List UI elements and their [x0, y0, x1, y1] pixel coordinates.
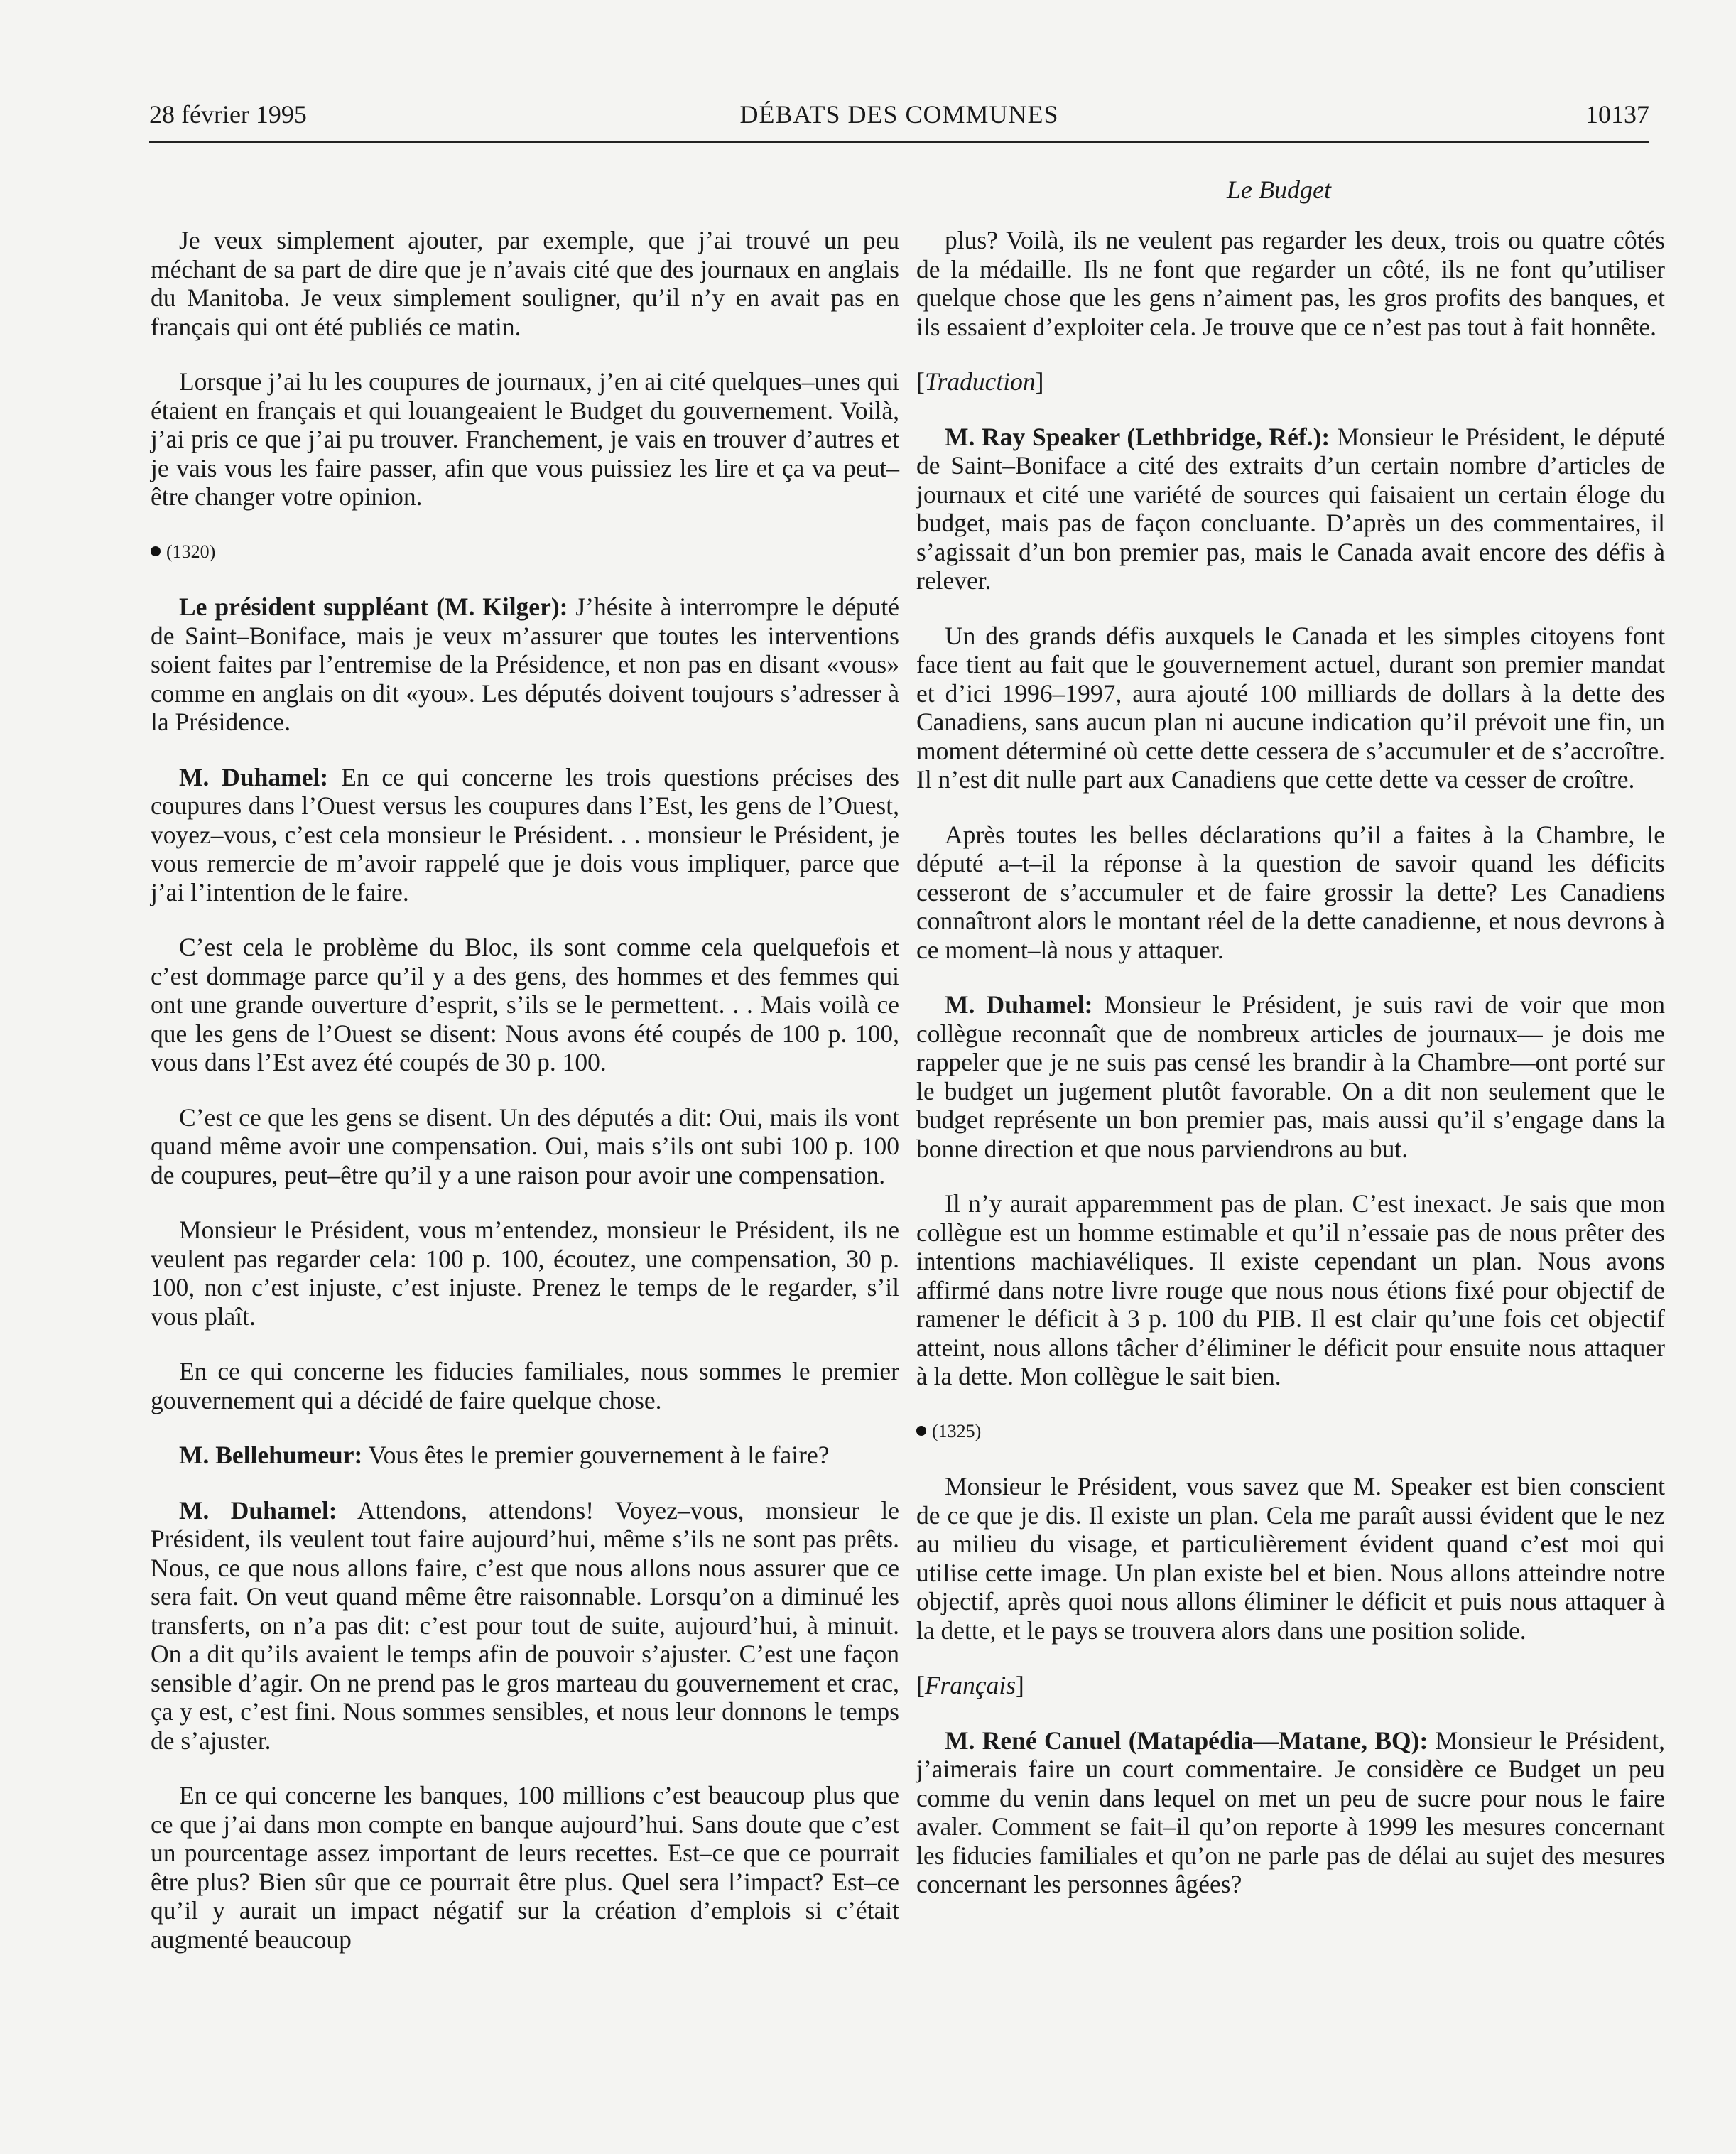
speech-paragraph	[151, 763, 899, 907]
language-note: [Français]	[916, 1671, 1024, 1699]
right-column	[916, 226, 1665, 1925]
paragraph: Après toutes les belles déclarations qu’il a faites à la Chambre, le député a–t–il la réponse à la question de savoir quand les déficits cesseront de s’accumuler et de faire grossir la dette? Les Canadiens connaîtront alors le montant réel de la dette canadienne, et nous devrons à ce moment–là nous y attaquer.	[916, 820, 1665, 964]
page-number: 10137	[1585, 100, 1649, 129]
paragraph: En ce qui concerne les fiducies familiales, nous sommes le premier gouvernement qui a décidé de faire quelque chose.	[151, 1357, 899, 1414]
paragraph: Monsieur le Président, vous savez que M. Speaker est bien conscient de ce que je dis. Il existe un plan. Cela me paraît aussi évident que le nez au milieu du visage, et particulièrement évident quand c’est moi qui utilise cette image. Un plan existe bel et bien. Nous allons atteindre notre objectif, après quoi nous allons éliminer le déficit et puis nous attaquer à la dette, et le pays se trouvera alors dans une position solide.	[916, 1472, 1665, 1645]
speech-paragraph	[916, 1726, 1665, 1899]
speech-paragraph	[916, 423, 1665, 595]
speaker-name: M. Duhamel:	[179, 1495, 337, 1525]
continued-paragraph: plus? Voilà, ils ne veulent pas regarder les deux, trois ou quatre côtés de la médaille. Ils ne font que regarder un côté, ils ne font qu’utiliser quelque chose que les gens n’aiment pas, les gros profits des banques, et ils essaient d’exploiter cela. Je trouve que ce n’est pas tout à fait honnête.	[916, 226, 1665, 341]
speaker-name: M. Bellehumeur:	[179, 1441, 363, 1469]
time-marker	[151, 538, 899, 567]
speaker-name: M. Ray Speaker (Lethbridge, Réf.):	[945, 422, 1330, 451]
left-column	[151, 226, 899, 1980]
time-marker	[916, 1417, 1665, 1446]
paragraph: Je veux simplement ajouter, par exemple, que j’ai trouvé un peu méchant de sa part de dire que je n’avais cité que des journaux en anglais du Manitoba. Je veux simplement souligner, qu’il n’y en avait pas en français qui ont été publiés ce matin.	[151, 226, 899, 341]
language-note-text: Traduction	[924, 367, 1036, 396]
speaker-name: M. Duhamel:	[179, 762, 329, 791]
speech-paragraph	[151, 1441, 899, 1470]
paragraph: Lorsque j’ai lu les coupures de journaux, j’en ai cité quelques–unes qui étaient en français et qui louangeaient le Budget du gouvernement. Voilà, j’ai pris ce que j’ai pu trouver. Franchement, je vais en trouver d’autres et je vais vous les faire passer, afin que vous puissiez les lire et ça va peut–être changer votre opinion.	[151, 367, 899, 511]
paragraph: Monsieur le Président, vous m’entendez, monsieur le Président, ils ne veulent pas regarder cela: 100 p. 100, écoutez, une compensation, 30 p. 100, non c’est injuste, c’est injuste. Prenez le temps de le regarder, s’il vous plaît.	[151, 1216, 899, 1331]
paragraph: Un des grands défis auxquels le Canada et les simples citoyens font face tient au fait que le gouvernement actuel, durant son premier mandat et d’ici 1996–1997, aura ajouté 100 milliards de dollars à la dette des Canadiens, sans aucun plan ni aucune indication qu’il prévoit une fin, un moment déterminé où cette dette cessera de s’accumuler et de s’accroître. Il n’est dit nulle part aux Canadiens que cette dette va cesser de croître.	[916, 621, 1665, 794]
speech-paragraph	[916, 990, 1665, 1163]
paragraph: Il n’y aurait apparemment pas de plan. C’est inexact. Je sais que mon collègue est un homme estimable et qu’il n’essaie pas de nous prêter des intentions machiavéliques. Il existe cependant un plan. Nous avons affirmé dans notre livre rouge que nous nous étions fixé pour objectif de ramener le déficit à 3 p. 100 du PIB. Il est clair qu’une fois cet objectif atteint, nous allons tâcher d’éliminer le déficit pour ensuite nous attaquer à la dette. Mon collègue le sait bien.	[916, 1189, 1665, 1390]
page-header	[149, 99, 1649, 143]
header-title: DÉBATS DES COMMUNES	[739, 100, 1059, 129]
speech-text: J’hésite à interrompre le député de Saint–Boniface, mais je veux m’assurer que toutes les interventions soient faites par l’entremise de la Présidence, et non pas en disant «vous» comme en anglais on dit «you». Les députés doivent toujours s’adresser à la Présidence.	[151, 592, 899, 736]
bullet-icon	[916, 1426, 926, 1436]
speech-text: Monsieur le Président, le député de Saint–Boniface a cité des extraits d’un certain nombre d’articles de journaux et cité une variété de sources qui faisaient un certain éloge du budget, mais pas de façon concluante. D’après un des commentaires, il s’agissait d’un bon premier pas, mais le Canada avait encore des défis à relever.	[916, 422, 1665, 595]
paragraph: En ce qui concerne les banques, 100 millions c’est beaucoup plus que ce que j’ai dans mon compte en banque aujourd’hui. Sans doute que c’est un pourcentage assez important de leurs recettes. Est–ce que ce pourrait être plus? Bien sûr que ce pourrait être plus. Quel sera l’impact? Est–ce qu’il y aurait un impact négatif sur la création d’emplois si c’était augmenté beaucoup	[151, 1781, 899, 1954]
time-marker-text: (1325)	[932, 1420, 982, 1441]
bullet-icon	[151, 546, 161, 556]
speech-text: Attendons, attendons! Voyez–vous, monsieur le Président, ils veulent tout faire aujourd’hui, même s’ils ne sont pas prêts. Nous, ce que nous allons faire, c’est que nous allons nous assurer que ce sera fait. On veut quand même être raisonnable. Lorsqu’on a diminué les transferts, on n’a pas dit: c’est pour tout de suite, aujourd’hui, à minuit. On a dit qu’ils avaient le temps afin de pouvoir s’ajuster. C’est une façon sensible d’agir. On ne prend pas le gros marteau du gouvernement et crac, ça y est, c’est fini. Nous sommes sensibles, et nous leur donnons le temps de s’ajuster.	[151, 1495, 899, 1755]
language-note: [Traduction]	[916, 367, 1044, 396]
paragraph: C’est ce que les gens se disent. Un des députés a dit: Oui, mais ils vont quand même avoir une compensation. Oui, mais s’ils ont subi 100 p. 100 de coupures, peut–être qu’il y a une raison pour avoir une compensation.	[151, 1103, 899, 1189]
speaker-name: M. René Canuel (Matapédia—Matane, BQ):	[945, 1726, 1428, 1755]
speech-text: Vous êtes le premier gouvernement à le faire?	[362, 1441, 830, 1469]
speech-paragraph	[151, 1496, 899, 1755]
time-marker-text: (1320)	[166, 541, 216, 562]
section-rubric: Le Budget	[1227, 175, 1331, 204]
speech-text: Monsieur le Président, j’aimerais faire un court commentaire. Je considère ce Budget un peu comme du venin dans lequel on met un peu de sucre pour nous le faire avaler. Comment se fait–il qu’on reporte à 1999 les mesures concernant les fiducies familiales et qu’on ne parle pas de délai au sujet des mesures concernant les personnes âgées?	[916, 1726, 1665, 1898]
speaker-name: M. Duhamel:	[945, 990, 1093, 1019]
speech-text: Monsieur le Président, je suis ravi de voir que mon collègue reconnaît que de nombreux articles de journaux— je dois me rappeler que je ne suis pas censé les brandir à la Chambre—ont porté sur le budget un jugement plutôt favorable. On a dit non seulement que le budget représente un bon premier pas, mais aussi qu’il s’engage dans la bonne direction et que nous parviendrons au but.	[916, 990, 1665, 1163]
language-note-text: Français	[924, 1671, 1016, 1699]
speaker-name: Le président suppléant (M. Kilger):	[179, 592, 568, 621]
paragraph: C’est cela le problème du Bloc, ils sont comme cela quelquefois et c’est dommage parce qu’il y a des gens, des hommes et des femmes qui ont une grande ouverture d’esprit, s’ils se le permettent. . . Mais voilà ce que les gens de l’Ouest se disent: Nous avons été coupés de 100 p. 100, vous dans l’Est avez été coupés de 30 p. 100.	[151, 933, 899, 1076]
header-date: 28 février 1995	[149, 100, 307, 129]
speech-paragraph	[151, 592, 899, 737]
speech-text: En ce qui concerne les trois questions précises des coupures dans l’Ouest versus les coupures dans l’Est, les gens de l’Ouest, voyez–vous, c’est cela monsieur le Président. . . monsieur le Président, je vous remercie de m’avoir rappelé que je dois vous impliquer, parce que j’ai l’intention de le faire.	[151, 762, 899, 906]
